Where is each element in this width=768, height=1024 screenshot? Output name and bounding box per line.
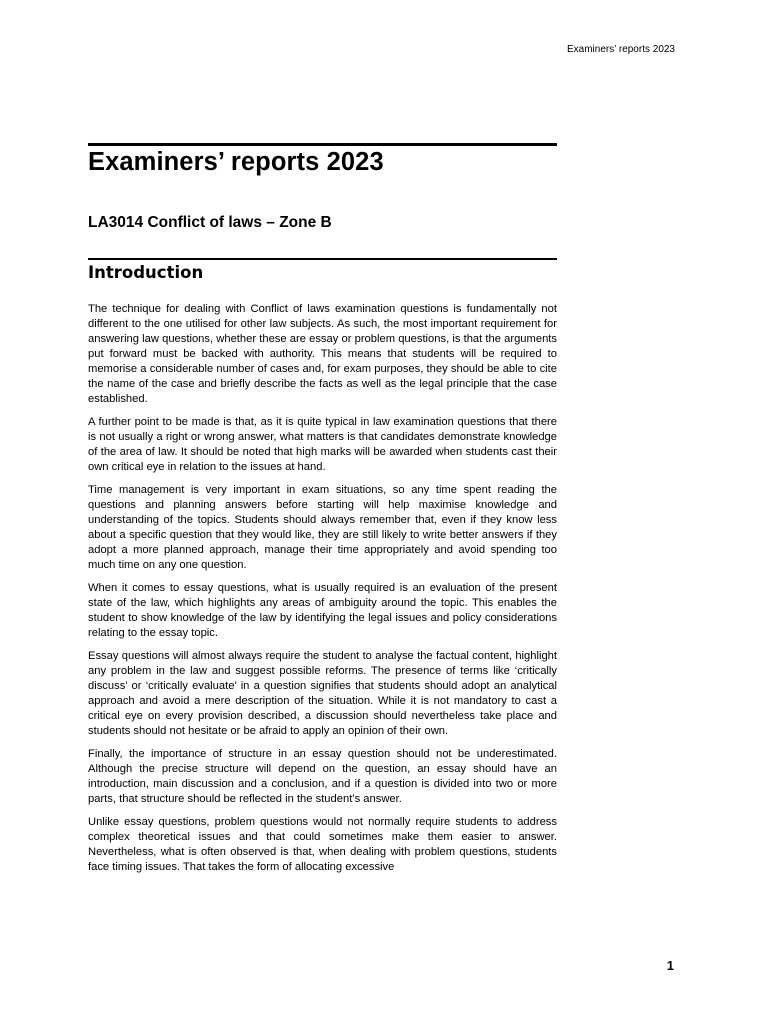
course-title: LA3014 Conflict of laws – Zone B xyxy=(88,214,332,231)
paragraph-7: Unlike essay questions, problem questions would not normally require students to address complex theoretical issues and that could sometimes make them easier to answer. Nevertheless, what is often observed is that, when dealing with problem questions, students face timing issues. That takes the form of allocating excessive xyxy=(88,816,557,873)
title-top-rule xyxy=(88,143,557,146)
section-heading-introduction: Introduction xyxy=(88,263,204,282)
introduction-body xyxy=(88,302,557,883)
running-header: Examiners’ reports 2023 xyxy=(566,44,675,55)
paragraph-1: The technique for dealing with Conflict of laws examination questions is fundamentally not different to the one utilised for other law subjects. As such, the most important requirement for answering law questions, whether these are essay or problem questions, is that the arguments put forward must be backed with authority. This means that students will be required to memorise a considerable number of cases and, for exam purposes, they should be able to cite the name of the case and briefly describe the facts as well as the legal principle that the case established. xyxy=(88,303,557,405)
section-rule xyxy=(88,258,557,260)
paragraph-5: Essay questions will almost always require the student to analyse the factual content, highlight any problem in the law and suggest possible reforms. The presence of terms like ‘critically discuss’ or ‘critically evaluate’ in a question signifies that students should adopt an analytical approach and avoid a mere description of the situation. While it is not mandatory to cast a critical eye on every provision described, a discussion should nevertheless take place and students should not hesitate or be afraid to apply an opinion of their own. xyxy=(88,650,557,737)
page-number: 1 xyxy=(666,958,674,973)
paragraph-4: When it comes to essay questions, what is usually required is an evaluation of the present state of the law, which highlights any areas of ambiguity around the topic. This enables the student to show knowledge of the law by identifying the legal issues and policy considerations relating to the essay topic. xyxy=(88,582,557,639)
paragraph-6: Finally, the importance of structure in an essay question should not be underestimated. Although the precise structure will depend on the question, an essay should have an introduction, main discussion and a conclusion, and if a question is divided into two or more parts, that structure should be reflected in the student’s answer. xyxy=(88,748,557,805)
paragraph-2: A further point to be made is that, as it is quite typical in law examination questions that there is not usually a right or wrong answer, what matters is that candidates demonstrate knowledge of the area of law. It should be noted that high marks will be awarded when students cast their own critical eye in relation to the issues at hand. xyxy=(88,416,557,473)
paragraph-3: Time management is very important in exam situations, so any time spent reading the questions and planning answers before starting will help maximise knowledge and understanding of the topics. Students should always remember that, even if they know less about a specific question that they would like, they are still likely to write better answers if they adopt a more planned approach, manage their time appropriately and avoid spending too much time on any one question. xyxy=(88,484,557,571)
page-title: Examiners’ reports 2023 xyxy=(88,148,384,176)
